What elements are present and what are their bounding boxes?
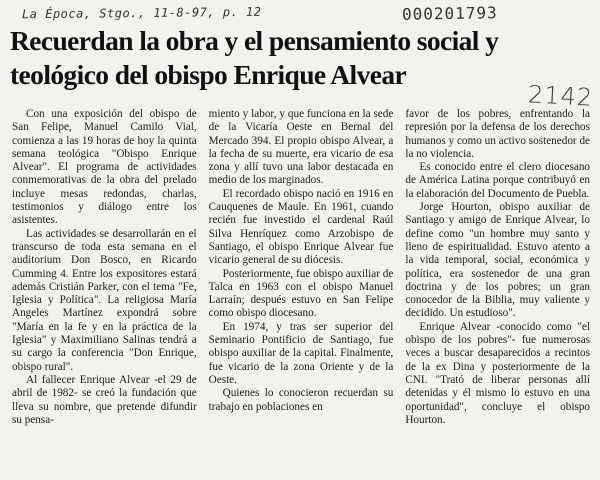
article-column-3 — [405, 108, 590, 480]
paragraph: En 1974, y tras ser superior del Seminario Pontificio de Santiago, fue obispo auxiliar de la capital. Finalmente, fue vicario de la zona Oriente y de la Oeste. — [208, 320, 394, 386]
handwritten-number: 2142 — [527, 80, 594, 112]
paragraph: Quienes lo conocieron recuerdan su trabajo en poblaciones en — [208, 387, 394, 413]
paragraph: Con una exposición del obispo de San Felipe, Manuel Camilo Vial, comienza a las 19 horas de hoy la quinta semana teológica "Obispo Enrique Alvear". El programa de actividades conmemorativas de la obra del prelado incluye mesas redondas, charlas, testimonios y diálogo entre los asistentes. — [12, 108, 197, 227]
paragraph: Enrique Alvear -conocido como "el obispo de los pobres"- fue numerosas veces a buscar desaparecidos a recintos de la ex Dina y posteriormente de la CNI. "Trató de liberar personas allí detenidas y él mismo lo estuvo en una oportunidad", concluye el obispo Hourton. — [405, 320, 591, 426]
paragraph: Jorge Hourton, obispo auxiliar de Santiago y amigo de Enrique Alvear, lo define como "un hombre muy santo y lleno de espiritualidad. Estuvo atento a la vida temporal, social, económica y política, era sostenedor de una gran doctrina y de los pobres; un gran conocedor de la Biblia, muy valiente y decidido. Un estudioso". — [405, 201, 591, 320]
article-body — [12, 108, 590, 480]
paragraph: Posteriormente, fue obispo auxiliar de Talca en 1963 con el obispo Manuel Larraín; después estuvo en San Felipe como obispo diocesano. — [208, 267, 394, 320]
article-column-2 — [209, 108, 394, 480]
paragraph: miento y labor, y que funciona en la sede de la Vicaría Oeste en Bernal del Mercado 394. El propio obispo Alvear, a la fecha de su muerte, era vicario de esa zona y allí tuvo una labor destacada en medio de los marginados. — [208, 108, 394, 187]
paragraph: Es conocido entre el clero diocesano de América Latina porque contribuyó en la elaboración del Documento de Puebla. — [405, 161, 591, 200]
paragraph: El recordado obispo nació en 1916 en Cauquenes de Maule. En 1961, cuando recién fue investido el cardenal Raúl Silva Henríquez como Arzobispo de Santiago, el obispo Enrique Alvear fue vicario general de su diócesis. — [208, 187, 394, 267]
paragraph: Al fallecer Enrique Alvear -el 29 de abril de 1982- se creó la fundación que lleva su nombre, que pretende difundir su pensa- — [12, 373, 197, 426]
article-headline: Recuerdan la obra y el pensamiento social y teológico del obispo Enrique Alvear — [10, 25, 499, 90]
article-column-1 — [12, 108, 197, 480]
paragraph: favor de los pobres, enfrentando la represión por la defensa de los derechos humanos y como un activo sostenedor de la no violencia. — [405, 108, 591, 160]
paragraph: Las actividades se desarrollarán en el transcurso de toda esta semana en el auditorium Don Bosco, en Ricardo Cumming 4. Entre los expositores estará además Cristián Parker, con el tema "Fe, Iglesia y Política". La religiosa María Angeles Martínez expondrá sobre "María en la fe y en la práctica de la Iglesia" y Maximiliano Salinas tendrá a su cargo la conferencia "Don Enrique, obispo rural". — [12, 227, 197, 373]
catalog-number-stamp: 000201793 — [401, 3, 498, 24]
clipping-header-note: La Época, Stgo., 11-8-97, p. 12 — [21, 4, 262, 22]
